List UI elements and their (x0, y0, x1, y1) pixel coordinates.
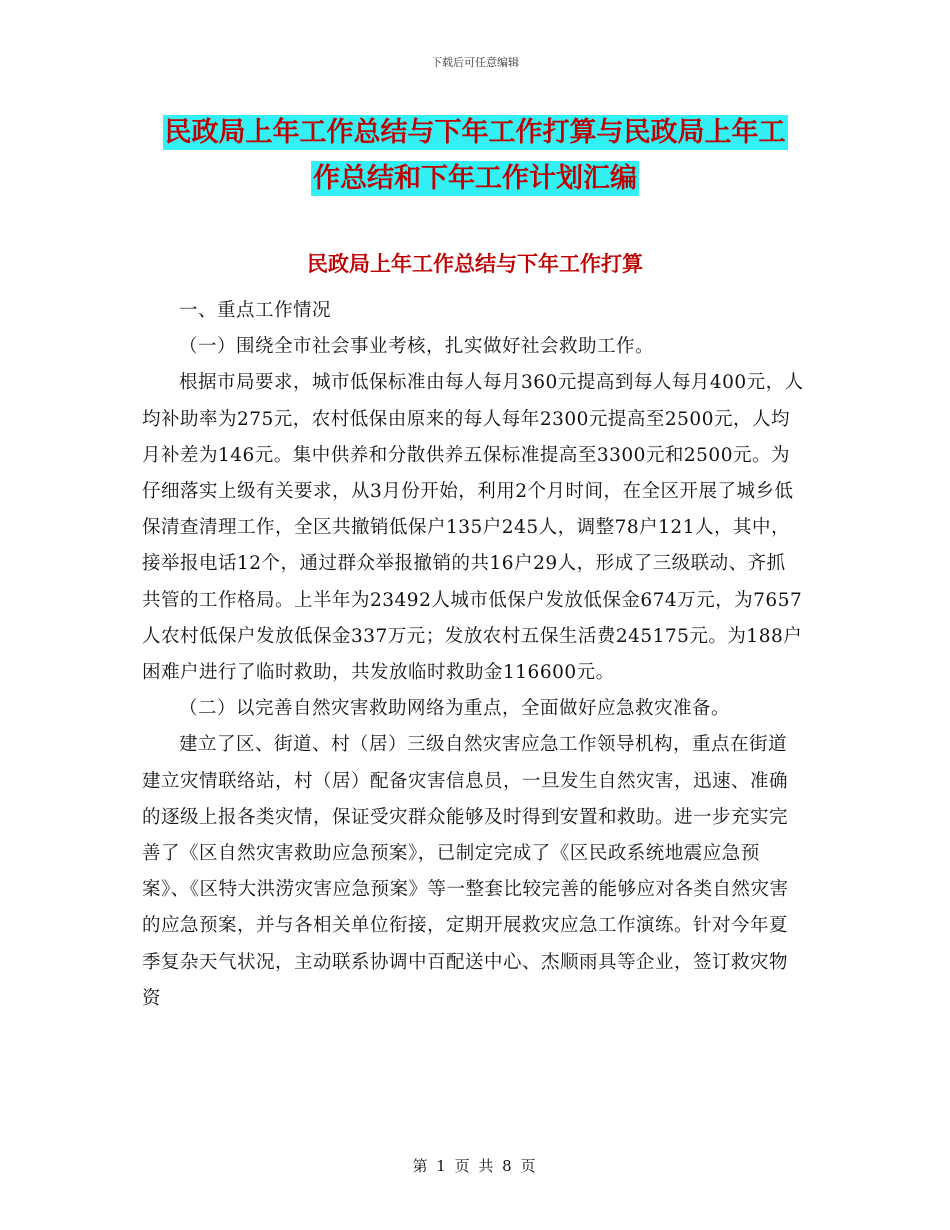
heading-key-work: 一、重点工作情况 (179, 300, 332, 321)
document-body (142, 293, 804, 1017)
document-title-line-2: 作总结和下年工作计划汇编 (313, 163, 637, 194)
header-note: 下载后可任意编辑 (431, 56, 519, 69)
document-title-line-1: 民政局上年工作总结与下年工作打算与民政局上年工 (164, 117, 786, 148)
subheading-disaster-relief: （二）以完善自然灾害救助网络为重点，全面做好应急救灾准备。 (179, 698, 731, 720)
page-footer: 第 1 页 共 8 页 (412, 1157, 538, 1175)
section-title: 民政局上年工作总结与下年工作打算 (307, 252, 643, 276)
subheading-social-assistance: （一）围绕全市社会事业考核，扎实做好社会救助工作。 (179, 336, 655, 358)
paragraph-social-assistance: 根据市局要求，城市低保标准由每人每月360元提高到每人每月400元，人均补助率为275元，农村低保由原来的每人每年2300元提高至2500元，人均月补差为146元。集中供养和分散供养五保标准提高至3300元和2500元。为仔细落实上级有关要求，从3月份开始，利用2个月时间，在全区开展了城乡低保清查清理工作，全区共撤销低保户135户245人，调整78户121人，其中，接举报电话12个，通过群众举报撤销的共16户29人，形成了三级联动、齐抓共管的工作格局。上半年为23492人城市低保户发放低保金674万元，为7657人农村低保户发放低保金337万元；发放农村五保生活费245175元。为188户困难户进行了临时救助，共发放临时救助金116600元。 (142, 372, 804, 684)
paragraph-disaster-relief: 建立了区、街道、村（居）三级自然灾害应急工作领导机构，重点在街道建立灾情联络站，村（居）配备灾害信息员，一旦发生自然灾害，迅速、准确的逐级上报各类灾情，保证受灾群众能够及时得到安置和救助。进一步充实完善了《区自然灾害救助应急预案》，已制定完成了《区民政系统地震应急预案》、《区特大洪涝灾害应急预案》等一整套比较完善的能够应对各类自然灾害的应急预案，并与各相关单位衔接，定期开展救灾应急工作演练。针对今年夏季复杂天气状况，主动联系协调中百配送中心、杰顺雨具等企业，签订救灾物资 (142, 734, 789, 1009)
document-title (0, 110, 950, 202)
